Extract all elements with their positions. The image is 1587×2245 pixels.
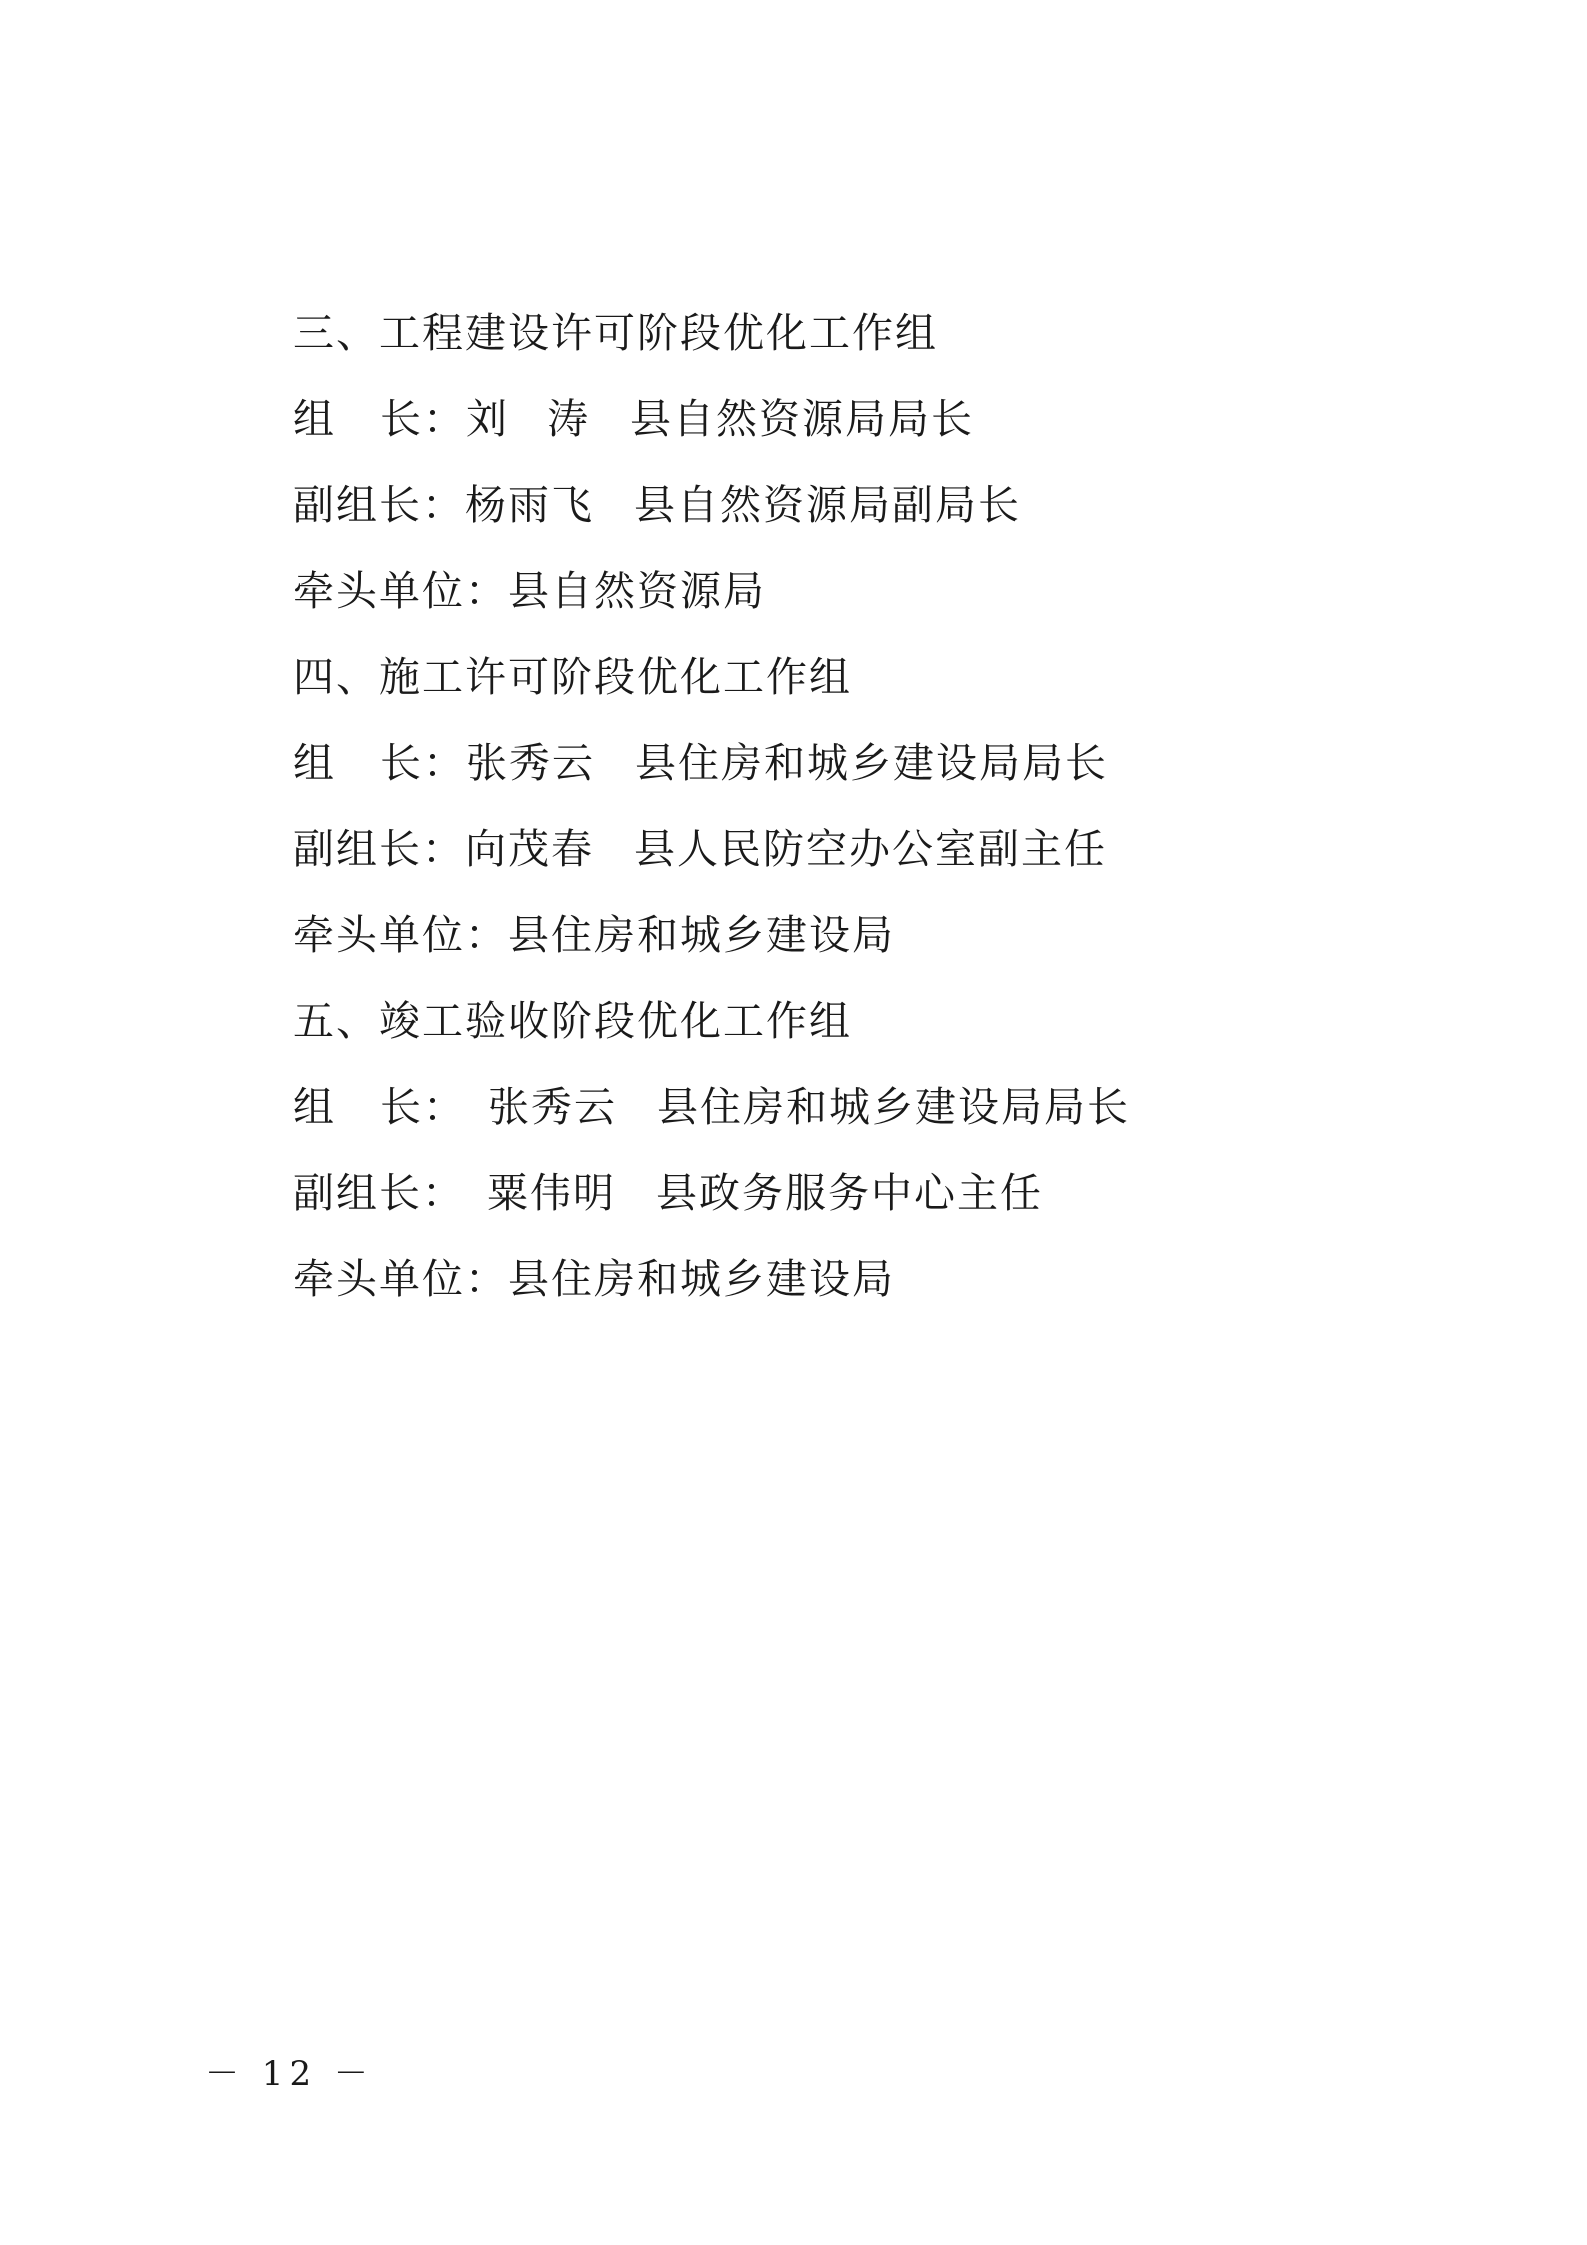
document-body — [293, 290, 1393, 1322]
section-engineering-permit — [293, 290, 1393, 634]
lead-unit-label: 牵头单位： — [293, 567, 508, 615]
leader-line — [293, 376, 1393, 462]
leader-label-part: 长： — [380, 739, 466, 787]
lead-unit-label: 牵头单位： — [293, 1255, 508, 1303]
leader-title: 县住房和城乡建设局局长 — [657, 1083, 1130, 1131]
leader-label-part: 长： — [380, 395, 466, 443]
deputy-label: 副组长： — [293, 825, 465, 873]
section-heading: 五、竣工验收阶段优化工作组 — [293, 997, 852, 1045]
deputy-title: 县政务服务中心主任 — [656, 1169, 1043, 1217]
lead-unit: 县住房和城乡建设局 — [508, 1255, 895, 1303]
lead-unit: 县自然资源局 — [508, 567, 766, 615]
deputy-title: 县人民防空办公室副主任 — [634, 825, 1107, 873]
leader-name: 张秀云 — [466, 739, 595, 787]
leader-name: 张秀云 — [488, 1083, 617, 1131]
lead-unit-label: 牵头单位： — [293, 911, 508, 959]
page-number: － 12 － — [205, 2054, 374, 2094]
leader-name-part: 涛 — [547, 395, 590, 443]
deputy-name: 杨雨飞 — [465, 481, 594, 529]
deputy-title: 县自然资源局副局长 — [634, 481, 1021, 529]
deputy-name: 粟伟明 — [487, 1169, 616, 1217]
leader-label — [293, 376, 466, 462]
leader-line — [293, 1064, 1393, 1150]
leader-label-part: 长： — [380, 1083, 466, 1131]
leader-name-part: 刘 — [466, 395, 509, 443]
deputy-label: 副组长： — [293, 1169, 465, 1217]
leader-label-part: 组 — [293, 739, 336, 787]
leader-title: 县住房和城乡建设局局长 — [635, 739, 1108, 787]
leader-label — [293, 1064, 466, 1150]
deputy-name: 向茂春 — [465, 825, 594, 873]
lead-unit-line — [293, 1236, 1393, 1322]
leader-title: 县自然资源局局长 — [630, 395, 974, 443]
section-heading: 四、施工许可阶段优化工作组 — [293, 653, 852, 701]
deputy-line — [293, 1150, 1393, 1236]
leader-label-part: 组 — [293, 395, 336, 443]
leader-line — [293, 720, 1393, 806]
leader-label — [293, 720, 466, 806]
leader-name — [466, 376, 590, 462]
section-heading: 三、工程建设许可阶段优化工作组 — [293, 309, 938, 357]
section-construction-permit — [293, 634, 1393, 978]
deputy-line — [293, 462, 1393, 548]
deputy-label: 副组长： — [293, 481, 465, 529]
lead-unit: 县住房和城乡建设局 — [508, 911, 895, 959]
lead-unit-line — [293, 548, 1393, 634]
lead-unit-line — [293, 892, 1393, 978]
leader-label-part: 组 — [293, 1083, 336, 1131]
deputy-line — [293, 806, 1393, 892]
section-completion-acceptance — [293, 978, 1393, 1322]
